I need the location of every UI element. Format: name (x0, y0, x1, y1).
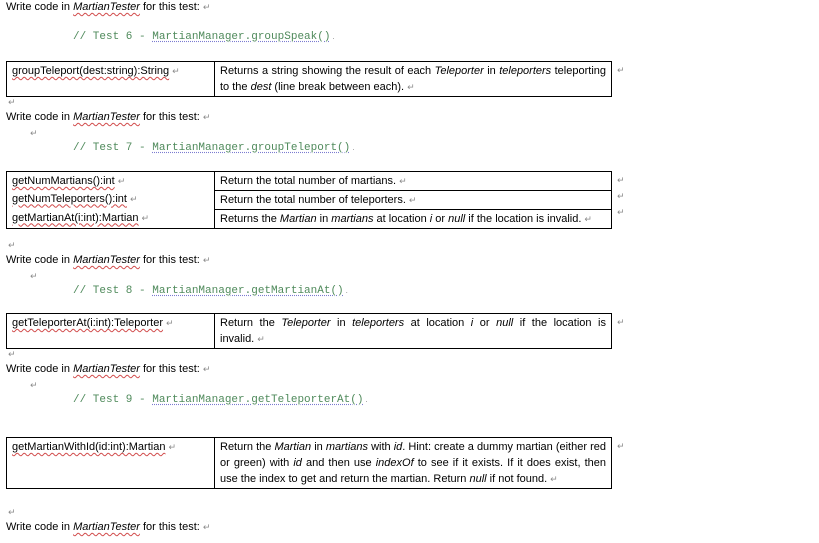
method-signature: getNumMartians():int (12, 175, 115, 187)
emphasized-term: martians (331, 213, 374, 225)
signature-cell (7, 62, 215, 97)
description-text: at location (404, 317, 471, 329)
method-signature: getTeleporterAt(i:int):Teleporter (12, 317, 164, 329)
emphasized-term: teleporters (352, 317, 405, 329)
description-text: in (483, 65, 500, 77)
table-row (7, 314, 612, 349)
emphasized-term: indexOf (375, 457, 414, 469)
intro-prefix: Write code in (6, 521, 74, 533)
paragraph-mark-icon: ↵ (550, 474, 558, 484)
code-comment: // Test 8 - (73, 285, 153, 297)
description-cell (215, 62, 612, 97)
intro-class-name: MartianTester (73, 1, 140, 13)
code-comment: // Test 9 - (73, 394, 153, 406)
intro-class-name: MartianTester (73, 363, 140, 375)
description-text: teleporting to the (220, 65, 606, 93)
table-row (7, 210, 612, 229)
description-text: in (311, 441, 326, 453)
paragraph-mark-icon: ↵ (584, 214, 592, 224)
paragraph-mark-icon: ↵ (117, 176, 126, 186)
intro-line-test6 (6, 0, 210, 14)
table-row (7, 438, 612, 489)
description-text: if not found. (486, 473, 548, 485)
intro-line-test8 (6, 253, 210, 267)
emphasized-term: null (448, 213, 466, 225)
emphasized-term: Teleporter (281, 317, 331, 329)
table-row (7, 172, 612, 191)
paragraph-mark-icon: ↵ (30, 380, 38, 390)
paragraph-mark-icon: ↵ (8, 97, 16, 107)
row-end-mark-icon: ↵ (617, 191, 625, 201)
paragraph-mark-icon: ↵ (202, 112, 211, 122)
method-signature: getNumTeleporters():int (12, 192, 127, 205)
row-end-mark-icon: ↵ (617, 317, 625, 327)
method-description: Return the total number of martians. (220, 175, 397, 187)
emphasized-term: i (470, 317, 474, 329)
paragraph-mark-icon: ↵ (30, 271, 38, 281)
method-signature: getMartianWithId(id:int):Martian (12, 441, 166, 453)
paragraph-mark-icon: ↵ (407, 82, 415, 92)
table-row (7, 191, 612, 210)
intro-suffix: for this test: (139, 1, 200, 13)
signature-cell (7, 438, 215, 489)
intro-suffix: for this test: (139, 521, 200, 533)
emphasized-term: Martian (279, 213, 317, 225)
code-line-test7 (73, 141, 355, 155)
paragraph-mark-icon: ↵ (166, 318, 174, 328)
method-description (220, 213, 581, 225)
emphasized-term: null (496, 317, 514, 329)
intro-line-test7 (6, 110, 210, 124)
row-end-marks (617, 172, 625, 220)
paragraph-mark-icon: ↵ (30, 128, 38, 138)
paragraph-mark-icon: ↵ (8, 240, 16, 250)
paragraph-mark-icon: ↵ (8, 349, 16, 359)
row-end-mark-icon: ↵ (617, 65, 625, 75)
description-cell (215, 172, 612, 191)
spec-table-get-teleporter-at (6, 313, 612, 349)
description-text: with (368, 441, 394, 453)
description-text: if the location is invalid. (220, 317, 606, 345)
signature-cell (7, 314, 215, 349)
format-mark-icon: . (332, 32, 335, 41)
intro-line-test9 (6, 362, 210, 376)
row-end-marks (617, 314, 625, 330)
code-line-test8 (73, 284, 348, 298)
code-comment: // Test 7 - (73, 142, 153, 154)
paragraph-mark-icon: ↵ (202, 522, 211, 532)
description-cell (215, 314, 612, 349)
code-method-name: MartianManager.groupTeleport() (152, 142, 351, 154)
emphasized-term: teleporters (499, 65, 552, 77)
description-text: (line break between each). (271, 81, 405, 93)
format-mark-icon: . (365, 395, 368, 404)
description-text: or (432, 213, 449, 225)
description-cell (215, 438, 612, 489)
intro-class-name: MartianTester (73, 521, 140, 533)
format-mark-icon: . (345, 286, 348, 295)
description-cell (215, 210, 612, 229)
spec-table-get-martian-with-id (6, 437, 612, 489)
description-text: Return the (220, 317, 282, 329)
description-text: at location (373, 213, 430, 225)
format-mark-icon: . (352, 143, 355, 152)
emphasized-term: id (393, 441, 403, 453)
paragraph-mark-icon: ↵ (202, 364, 211, 374)
paragraph-mark-icon: ↵ (129, 193, 138, 204)
emphasized-term: null (469, 473, 487, 485)
method-description (220, 317, 606, 345)
paragraph-mark-icon: ↵ (202, 2, 211, 12)
row-end-mark-icon: ↵ (617, 207, 625, 217)
description-text: Returns a string showing the result of each (220, 65, 435, 77)
emphasized-term: i (429, 213, 433, 225)
intro-prefix: Write code in (6, 111, 74, 123)
code-comment: // Test 6 - (73, 31, 153, 43)
code-method-name: MartianManager.getMartianAt() (152, 285, 344, 297)
spec-table-group-teleport (6, 61, 612, 97)
method-description (220, 441, 606, 485)
paragraph-mark-icon: ↵ (202, 255, 211, 265)
intro-class-name: MartianTester (73, 111, 140, 123)
description-text: in (330, 317, 353, 329)
emphasized-term: dest (250, 81, 272, 93)
description-text: . Hint: create a dummy martian (either red or green) with (220, 441, 606, 469)
emphasized-term: Martian (274, 441, 312, 453)
paragraph-mark-icon: ↵ (141, 212, 150, 223)
intro-suffix: for this test: (139, 111, 200, 123)
intro-class-name: MartianTester (73, 254, 140, 266)
method-signature: getMartianAt(i:int):Martian (12, 211, 139, 224)
spec-table-getters (6, 171, 612, 229)
code-method-name: MartianManager.getTeleporterAt() (152, 394, 364, 406)
signature-cell (7, 191, 215, 210)
emphasized-term: Teleporter (434, 65, 484, 77)
intro-prefix: Write code in (6, 254, 74, 266)
row-end-marks (617, 62, 625, 78)
description-text: in (316, 213, 332, 225)
emphasized-term: martians (325, 441, 369, 453)
intro-prefix: Write code in (6, 363, 74, 375)
method-description: Return the total number of teleporters. (220, 194, 406, 206)
intro-suffix: for this test: (139, 363, 200, 375)
paragraph-mark-icon: ↵ (408, 195, 417, 205)
paragraph-mark-icon: ↵ (172, 66, 180, 76)
description-cell (215, 191, 612, 210)
paragraph-mark-icon: ↵ (8, 507, 16, 517)
row-end-mark-icon: ↵ (617, 441, 625, 451)
intro-suffix: for this test: (139, 254, 200, 266)
table-row (7, 62, 612, 97)
emphasized-term: id (293, 457, 302, 469)
paragraph-mark-icon: ↵ (257, 334, 265, 344)
code-line-test9 (73, 393, 368, 407)
description-text: to see if it exists. If it does exist, then use the index to get and return the martian. Return (220, 457, 606, 485)
paragraph-mark-icon: ↵ (168, 442, 176, 452)
code-method-name: MartianManager.groupSpeak() (152, 31, 331, 43)
intro-prefix: Write code in (6, 1, 74, 13)
paragraph-mark-icon: ↵ (399, 176, 407, 186)
row-end-mark-icon: ↵ (617, 175, 625, 185)
description-text: if the location is invalid. (465, 213, 582, 225)
signature-cell (7, 210, 215, 229)
description-text: Returns the (220, 213, 280, 225)
code-line-test6 (73, 30, 335, 44)
description-text: Return the (220, 441, 275, 453)
signature-cell (7, 172, 215, 191)
description-text: or (473, 317, 497, 329)
method-signature: groupTeleport(dest:string):String (12, 65, 170, 77)
row-end-marks (617, 438, 625, 454)
intro-line-final (6, 520, 210, 534)
description-text: and then use (301, 457, 376, 469)
